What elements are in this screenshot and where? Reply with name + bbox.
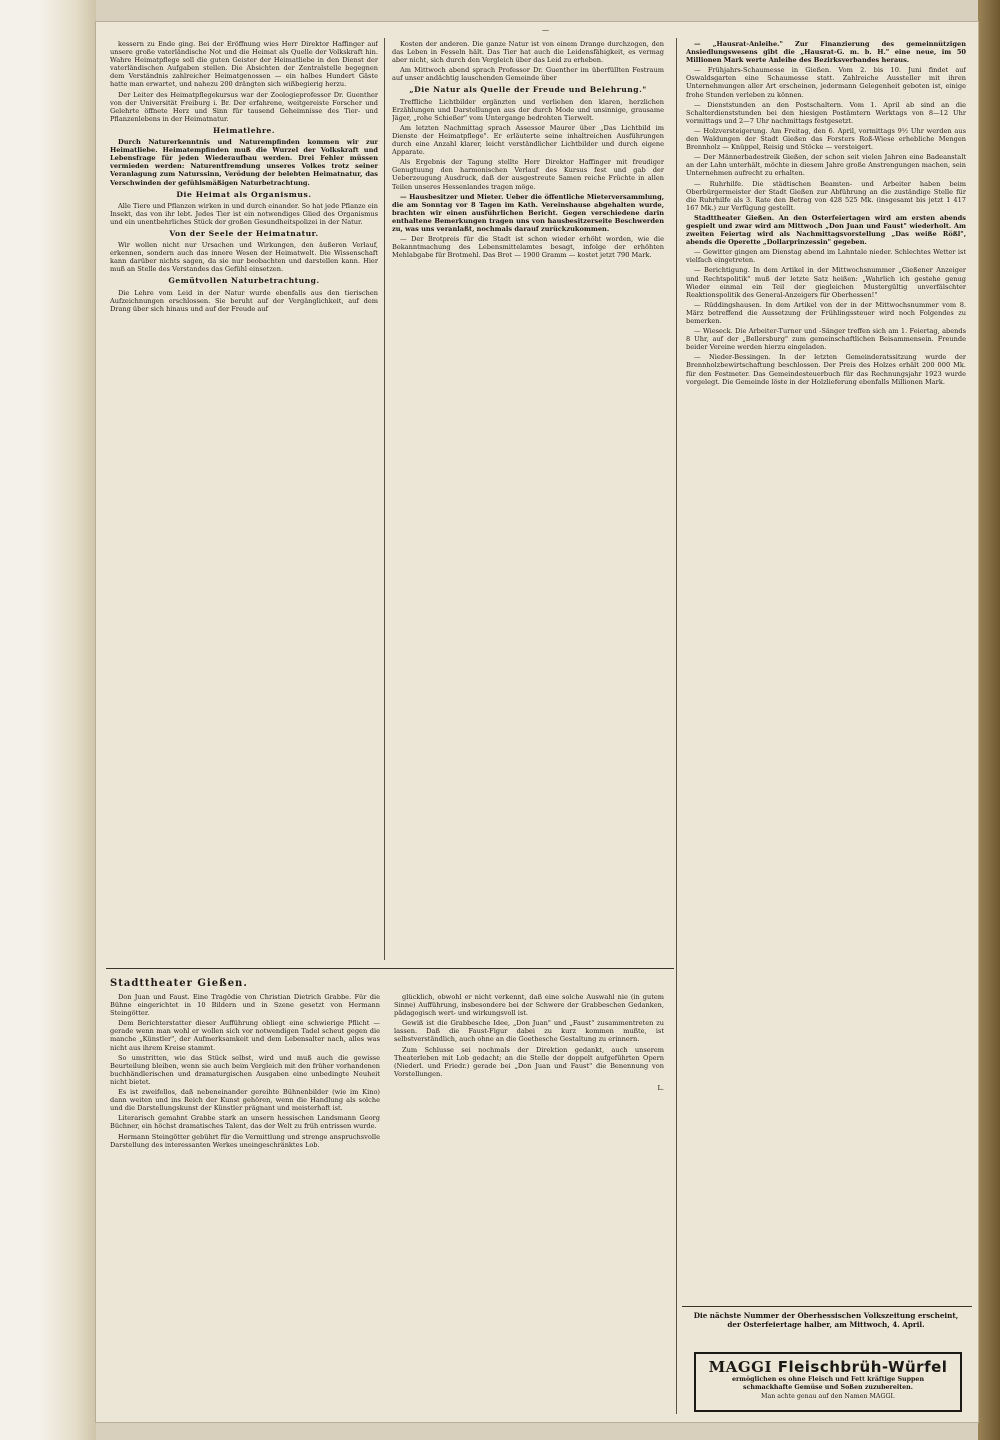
paragraph: Durch Naturerkenntnis und Naturempfinden kommen wir zur Heimatliebe. Heimatempfinden muß die Wurzel der Volkskraft und Lebensfrage für jeden Wiederaufbau werden. Drei Fehler müssen vermieden werden: Naturentfremdung unseres Volkes trotz seiner Veranlagung zum Naturssinn, Verödung der belebten Heimatnatur, das Verschwinden der gefühlsmäßigen Naturbetrachtung. bbox=[110, 138, 378, 187]
ad-text-line: schmackhafte Gemüse und Soßen zuzubereiten. bbox=[743, 1383, 913, 1391]
ad-text-line: ermöglichen es ohne Fleisch und Fett kräftige Suppen bbox=[731, 1376, 925, 1383]
paragraph: — Rüddingshausen. In dem Artikel von der in der Mittwochsnummer vom 8. März betreffend die Aussetzung der Frühlingssteuer wird noch Folgendes zu bemerken. bbox=[686, 300, 966, 325]
paragraph: Am letzten Nachmittag sprach Assessor Maurer über „Das Lichtbild im Dienste der Heimatpflege". Er erläuterte seine inhaltreichen Ausführungen durch eine Anzahl klarer, leicht verständlicher Lichtbilder und durch eigene Apparate. bbox=[392, 123, 664, 157]
section-rule bbox=[106, 968, 674, 969]
binding-margin bbox=[0, 0, 96, 1440]
page-number: — bbox=[542, 26, 549, 34]
paragraph: — Der Brotpreis für die Stadt ist schon wieder erhöht worden, wie die Bekanntmachung des Lebensmittelamtes besagt, infolge der erhöhten Mehlabgabe für Brotmehl. Das Brot — 1900 Gramm — kostet jetzt 790 Mark. bbox=[392, 235, 664, 260]
paragraph: Wir wollen nicht nur Ursachen und Wirkungen, den äußeren Verlauf, erkennen, sondern auch das innere Wesen der Heimatwelt. Die Wissenschaft kann darüber nichts sagen, da sie nur beobachten und darstellen kann. Hier muß an Stelle des Verstandes das Gefühl einsetzen. bbox=[110, 241, 378, 274]
ad-brand-name: MAGGI bbox=[708, 1358, 772, 1376]
theater-title: Stadttheater Gießen. bbox=[110, 978, 248, 989]
paragraph: kessern zu Ende ging. Bei der Eröffnung wies Herr Direktor Haffinger auf unsere große vaterländische Not und die Heimat als Quelle der Volkskraft hin. Wahre Heimatpflege soll die guten Geister der Heimatliebe in den Dienst der vaterländischen Aufgaben stellen. Die Absichten der Zentralstelle begegnen dem Verständnis zahlreicher Heimatgenossen — ein halbes Hundert Gäste hatte man erwartet, und nahezu 200 drängten sich wißbegierig herzu. bbox=[110, 40, 378, 89]
theater-column-right bbox=[394, 993, 664, 1151]
paragraph: — Holzversteigerung. Am Freitag, den 6. April, vormittags 9½ Uhr werden aus den Waldungen der Stadt Gießen das Forsters Roß-Wiese erhebliche Mengen Brennholz — Knüppel, Reisig und Stöcke — versteigert. bbox=[686, 126, 966, 152]
paragraph: — Frühjahrs-Schaumesse in Gießen. Vom 2. bis 10. Juni findet auf Oswaldsgarten eine Schaumesse statt. Zahlreiche Aussteller mit ihren Unternehmungen aller Art erscheinen, jedermann Gelegenheit geboten ist, einige frohe Stunden verleben zu können. bbox=[686, 66, 966, 99]
paragraph: Literarisch gemahnt Grabbe stark an unsern hessischen Landsmann Georg Büchner, ein höchst dramatisches Talent, das der Welt zu früh entrissen wurde. bbox=[110, 1114, 380, 1131]
paragraph: Alle Tiere und Pflanzen wirken in und durch einander. So hat jede Pflanze ein Insekt, das von ihr lebt. Jedes Tier ist ein notwendiges Glied des Organismus und ein unentbehrliches Stück der großen Gesundheitspolizei in der Natur. bbox=[110, 201, 378, 226]
ad-brand bbox=[702, 1358, 954, 1376]
section-heading: „Die Natur als Quelle der Freude und Belehrung." bbox=[409, 85, 647, 95]
column-2 bbox=[392, 40, 664, 960]
paragraph: Don Juan und Faust. Eine Tragödie von Christian Dietrich Grabbe. Für die Bühne eingerichtet in 10 Bildern und in Szene gesetzt von Hermann Steingötter. bbox=[110, 993, 380, 1018]
column-3 bbox=[686, 40, 966, 1410]
author-signature: L. bbox=[657, 1083, 664, 1092]
paragraph: Zum Schlusse sei nochmals der Direktion gedankt, auch unserem Theaterleben mit Lob gedacht; an die Stelle der doppelt aufgeführten Opern (Niederl. und Friedr.) gerade bei „Don Juan und Faust" die Benennung von Vorstellungen. bbox=[394, 1045, 664, 1078]
theater-review bbox=[110, 978, 664, 1408]
paragraph: — Nieder-Bessingen. In der letzten Gemeinderatssitzung wurde der Brennholzbewirtschaftung beschlossen. Der Preis des Holzes erhält 200 000 Mk. für den Festmeter. Das Gemeindesteuerbuch für das Rechnungsjahr 1923 wurde vorgelegt. Die Gemeinde löste in der Holzlieferung ebenfalls Millionen Mark. bbox=[686, 353, 966, 386]
paragraph: Es ist zweifellos, daß nebeneinander gereihte Bühnenbilder (wie im Kino) dann weiten und ins Reich der Kunst gehören, wenn die Handlung als solche und die Darstellungskunst der Künstler prägnant und meisterhaft ist. bbox=[110, 1088, 380, 1113]
paragraph: Als Ergebnis der Tagung stellte Herr Direktor Haffinger mit freudiger Genugtuung den harmonischen Verlauf des Kursus fest und gab der Ueberzeugung Ausdruck, daß der ausgestreute Samen reiche Früchte in allen Teilen unseres Hessenlandes tragen möge. bbox=[392, 158, 664, 191]
ad-brand-product: Fleischbrüh-Würfel bbox=[777, 1358, 948, 1376]
paragraph: Stadttheater Gießen. An den Osterfeiertagen wird am ersten abends gespielt und zwar wird am Mittwoch „Don Juan und Faust" wiederholt. Am zweiten Feiertag wird als Nachmittagsvorstellung „Das weiße Rößl", abends die Operette „Dollarprinzessin" gegeben. bbox=[686, 213, 966, 247]
column-rule bbox=[384, 38, 385, 960]
paragraph: Dem Berichterstatter dieser Aufführung obliegt eine schwierige Pflicht — gerade wenn man wohl er wollen sich vor notwendigen Tadel scheut gegen die manche „Künstler", der Aufmerksamkeit und dem Lebensalter nach, alles was nicht aus ihrem Kreise stammt. bbox=[110, 1019, 380, 1052]
paragraph: — Ruhrhilfe. Die städtischen Beamten- und Arbeiter haben beim Oberbürgermeister der Stadt Gießen zur Abführung an die zuständige Stelle für die Ruhrhilfe als 3. Rate den Betrag von 428 525 Mk. (insgesamt bis jetzt 1 417 167 Mk.) zur Verfügung gestellt. bbox=[686, 179, 966, 212]
paragraph: Treffliche Lichtbilder ergänzten und verliehen den klaren, herzlichen Erzählungen und Darstellungen aus der durch Mode und unsinnige, grausame Jäger, „rohe Schießer" vom Untergange bedrohten Tierwelt. bbox=[392, 97, 664, 122]
paragraph: Der Leiter des Heimatpflegekursus war der Zoologieprofessor Dr. Guenther von der Universität Freiburg i. Br. Der erfahrene, weitgereiste Forscher und Gelehrte öffnete Herz und Sinn für tausend Geheimnisse des Tier- und Pflanzenlebens in der Heimatnatur. bbox=[110, 90, 378, 123]
paragraph: Die Lehre vom Leid in der Natur wurde ebenfalls aus den tierischen Aufzeichnungen erschlossen. Sie beruht auf der Vergänglichkeit, auf dem Drang über sich hinaus und auf der Freude auf bbox=[110, 288, 378, 313]
paragraph: — Hausbesitzer und Mieter. Ueber die öffentliche Mieterversammlung, die am Sonntag vor 8 Tagen im Kath. Vereinshause abgehalten wurde, brachten wir einen ausführlichen Bericht. Gegen verschiedene darin enthaltene Bemerkungen tragen uns von hausbesitzerseite Beschwerden zu, was uns veranlaßt, nochmals darauf zurückzukommen. bbox=[392, 192, 664, 233]
column-1 bbox=[110, 40, 378, 960]
section-heading: Die Heimat als Organismus. bbox=[176, 189, 312, 199]
theater-column-left bbox=[110, 993, 380, 1151]
page-edge-strip bbox=[978, 0, 1000, 1440]
paragraph: Am Mittwoch abend sprach Professor Dr. Guenther im überfüllten Festraum auf unser andächtig lauschenden Gemeinde über bbox=[392, 66, 664, 83]
paragraph: — Dienststunden an den Postschaltern. Vom 1. April ab sind an die Schalterdienststunden bei den hiesigen Postämtern Werktags von 8—12 Uhr vormittags und 2—7 Uhr nachmittags festgesetzt. bbox=[686, 100, 966, 125]
next-issue-notice: Die nächste Nummer der Oberhessischen Volkszeitung erscheint, der Osterfeiertage halber, am Mittwoch, 4. April. bbox=[693, 1311, 959, 1329]
paragraph: — Wieseck. Die Arbeiter-Turner und -Sänger treffen sich am 1. Feiertag, abends 8 Uhr, auf der „Bellersburg" zum gemeinschaftlichen Beisammensein. Freunde beider Vereine werden hierzu eingeladen. bbox=[686, 327, 966, 352]
paragraph: — Der Männerbadestreik Gießen, der schon seit vielen Jahren eine Badeanstalt an der Lahn unterhält, möchte in diesem Jahre große Anstrengungen machen, sein Unternehmen aufrecht zu erhalten. bbox=[686, 153, 966, 178]
paragraph: glücklich, obwohl er nicht verkennt, daß eine solche Auswahl nie (in gutem Sinne) Aufführung, insbesondere bei der Schwere der Grabbeschen Gedanken, pädagogisch wert- und wirkungsvoll ist. bbox=[394, 993, 664, 1018]
paragraph: Kosten der anderen. Die ganze Natur ist von einem Drange durchzogen, den das Leben in Fesseln hält. Das Tier hat auch die Leidensfähigkeit, es vermag aber nicht, sich durch den Vergleich über das Leid zu erheben. bbox=[392, 40, 664, 65]
paragraph: — „Hausrat-Anleihe." Zur Finanzierung des gemeinnützigen Ansiedlungswesens gibt die „Hausrat-G. m. b. H." eine neue, im 50 Millionen Mark werte Anleihe des Bezirksverbandes heraus. bbox=[686, 40, 966, 65]
paragraph: So umstritten, wie das Stück selbst, wird und muß auch die gewisse Beurteilung bleiben, wenn sie auch beim Vergleich mit den früher vorhandenen buchhändlerischen und dramaturgischen Ausgaben eine unbedingte Neuheit nicht bietet. bbox=[110, 1053, 380, 1086]
section-heading: Von der Seele der Heimatnatur. bbox=[169, 228, 319, 238]
section-heading: Gemütvollen Naturbetrachtung. bbox=[168, 276, 320, 286]
paragraph: — Gewitter gingen am Dienstag abend im Lahntale nieder. Schlechtes Wetter ist vielfach eingetreten. bbox=[686, 248, 966, 265]
newspaper-page bbox=[96, 22, 978, 1422]
paragraph: Gewiß ist die Grabbesche Idee, „Don Juan" und „Faust" zusammentreten zu lassen. Daß die Faust-Figur dabei zu kurz kommen mußte, ist selbstverständlich, auch ohne an die Goethesche Gestaltung zu erinnern. bbox=[394, 1019, 664, 1044]
paragraph: Hermann Steingötter gebührt für die Vermittlung und strenge anspruchsvolle Darstellung des interessanten Werkes uneingeschränktes Lob. bbox=[110, 1132, 380, 1149]
maggi-advertisement bbox=[694, 1352, 962, 1412]
section-heading: Heimatlehre. bbox=[212, 125, 276, 135]
column-rule bbox=[676, 38, 677, 1414]
ad-footer: Man achte genau auf den Namen MAGGI. bbox=[761, 1393, 895, 1401]
paragraph: — Berichtigung. In dem Artikel in der Mittwochsnummer „Gießener Anzeiger und Rechtspolitik" muß der letzte Satz heißen: „Wahrlich ich gestehe genug Wieder einmal ein Teil der giegleichen Mustergültig unverfälschter Reaktionspolitik des General-Anzeigers für Oberhessen!" bbox=[686, 266, 966, 299]
